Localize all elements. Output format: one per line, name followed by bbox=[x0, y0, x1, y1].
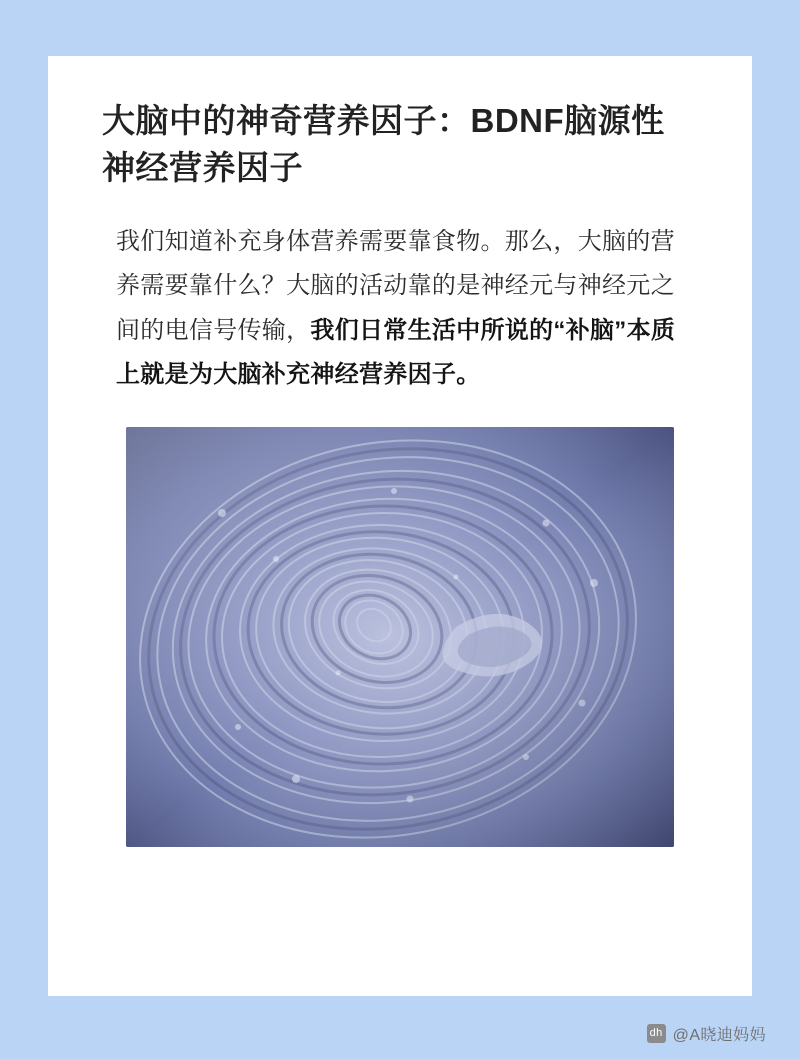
article-image bbox=[126, 427, 674, 847]
article-card bbox=[48, 56, 752, 996]
paragraph-normal-text: 我们知道补充身体营养需要靠食物。那么，大脑的营养需要靠什么？大脑的活动靠的是神经元与神经元之间的电信号传输， bbox=[116, 227, 675, 344]
watermark bbox=[647, 1022, 766, 1045]
watermark-label: @A晓迪妈妈 bbox=[672, 1027, 766, 1044]
paragraph-bold-text: 我们日常生活中所说的“补脑”本质上就是为大脑补充神经营养因子。 bbox=[116, 316, 676, 388]
watermark-badge-icon: dh bbox=[647, 1024, 666, 1043]
page-title: 大脑中的神奇营养因子：BDNF脑源性神经营养因子 bbox=[102, 102, 665, 186]
swirl-texture-graphic bbox=[126, 427, 674, 847]
article-paragraph bbox=[102, 220, 698, 398]
